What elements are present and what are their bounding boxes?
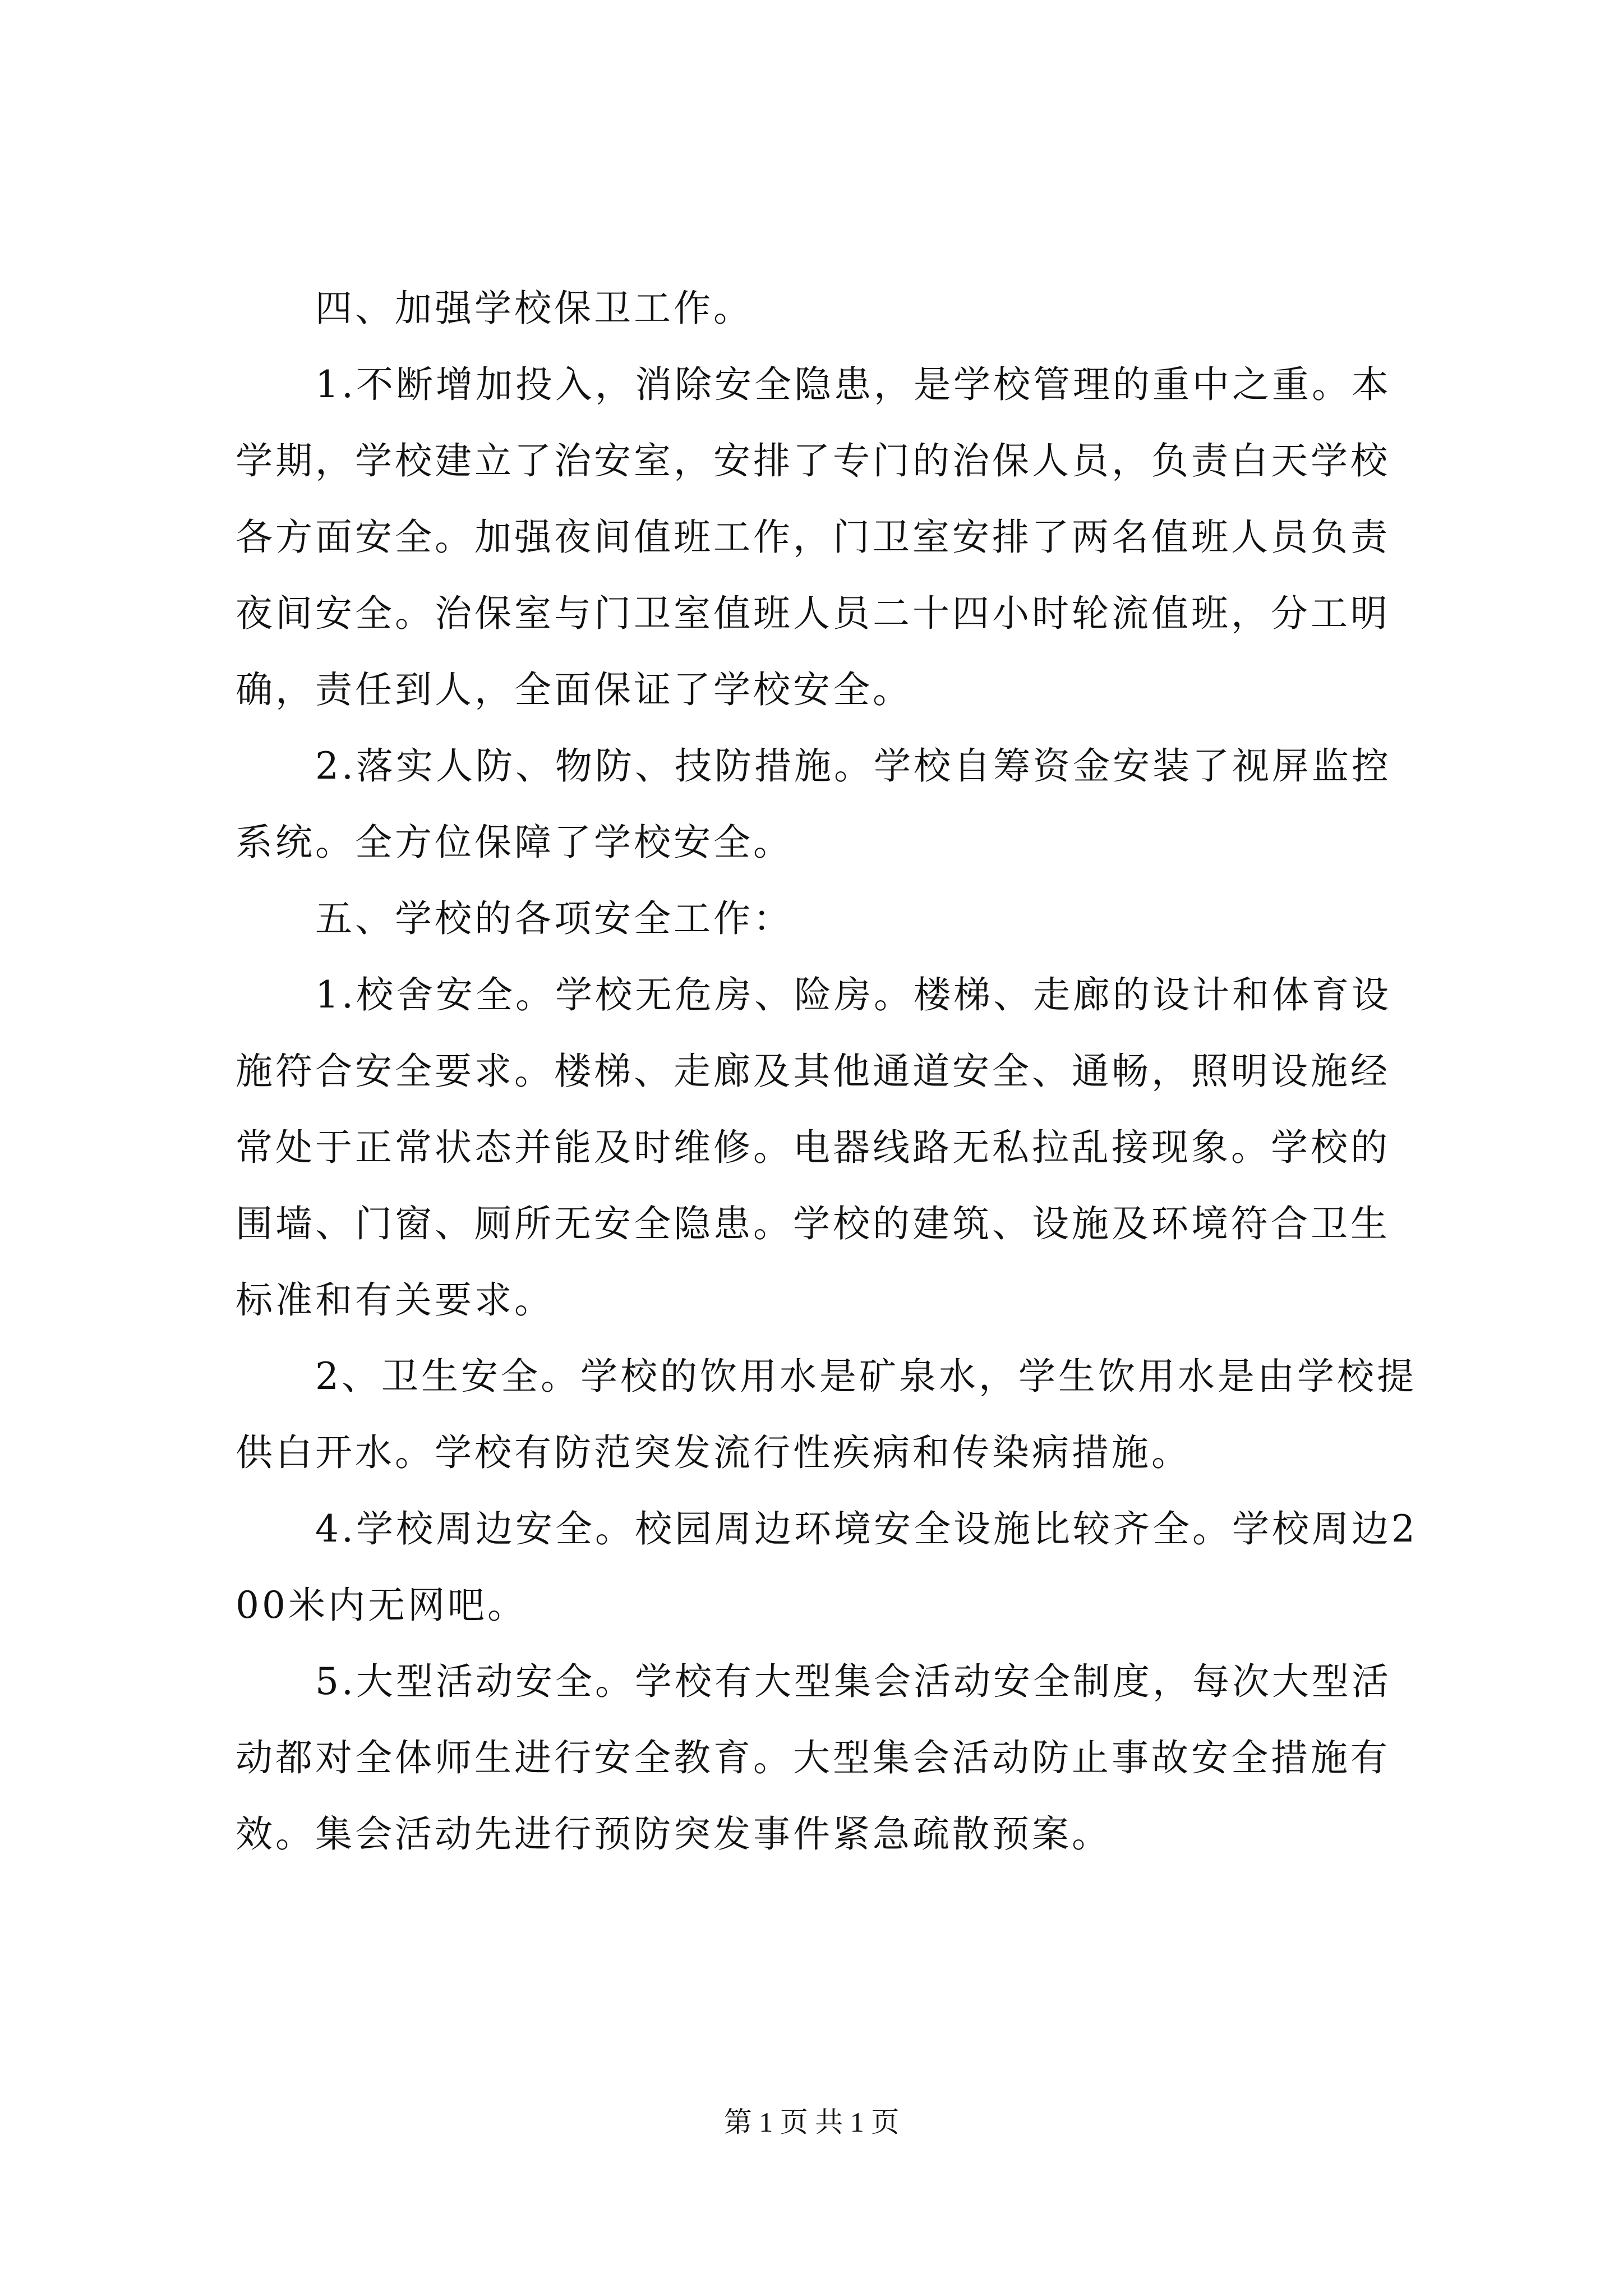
section-heading-5: 五、学校的各项安全工作： — [315, 897, 793, 940]
document-body — [236, 270, 1419, 1872]
paragraph-health-safety: 2、卫生安全。学校的饮用水是矿泉水，学生饮用水是由学校提供白开水。学校有防范突发流行性疾病和传染病措施。 — [236, 1355, 1417, 1474]
paragraph-protection-measures: 2.落实人防、物防、技防措施。学校自筹资金安装了视屏监控系统。全方位保障了学校安全。 — [236, 744, 1391, 864]
paragraph-security-investment: 1.不断增加投入，消除安全隐患，是学校管理的重中之重。本学期，学校建立了治安室，安排了专门的治保人员，负责白天学校各方面安全。加强夜间值班工作，门卫室安排了两名值班人员负责夜间安全。治保室与门卫室值班人员二十四小时轮流值班，分工明确，责任到人，全面保证了学校安全。 — [236, 363, 1391, 711]
paragraph-event-safety: 5.大型活动安全。学校有大型集会活动安全制度，每次大型活动都对全体师生进行安全教育。大型集会活动防止事故安全措施有效。集会活动先进行预防突发事件紧急疏散预案。 — [236, 1660, 1391, 1856]
paragraph-building-safety: 1.校舍安全。学校无危房、险房。楼梯、走廊的设计和体育设施符合安全要求。楼梯、走廊及其他通道安全、通畅，照明设施经常处于正常状态并能及时维修。电器线路无私拉乱接现象。学校的围墙、门窗、厕所无安全隐患。学校的建筑、设施及环境符合卫生标准和有关要求。 — [236, 973, 1391, 1322]
section-heading-4: 四、加强学校保卫工作。 — [315, 287, 753, 330]
paragraph-surrounding-safety: 4.学校周边安全。校园周边环境安全设施比较齐全。学校周边200米内无网吧。 — [236, 1507, 1418, 1627]
page-footer: 第 1 页 共 1 页 — [723, 2106, 900, 2138]
